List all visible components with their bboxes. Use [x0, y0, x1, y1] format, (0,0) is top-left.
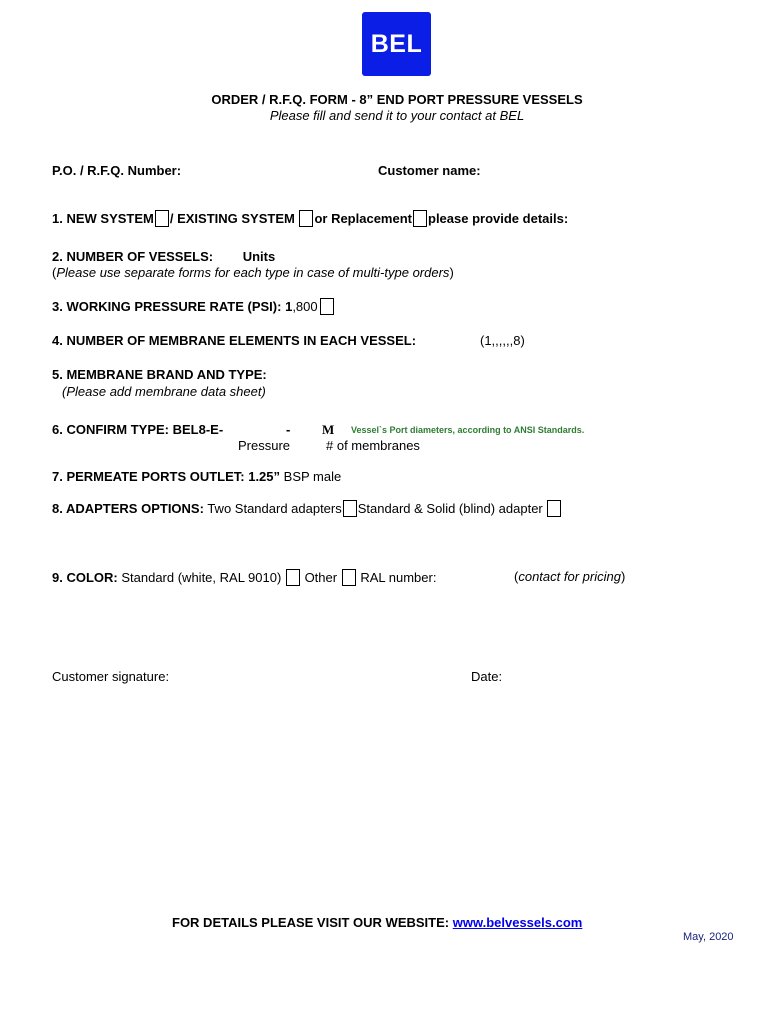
form-subtitle: Please fill and send it to your contact at BEL [269, 108, 525, 123]
color-other-label: Other [304, 570, 338, 585]
adapters-option-blind: Standard & Solid (blind) adapter [357, 501, 543, 516]
vessels-label: 2. NUMBER OF VESSELS: [52, 249, 214, 264]
permeate-label: 7. PERMEATE PORTS OUTLET: 1.25” [52, 469, 281, 484]
vessels-note [52, 265, 454, 280]
item-membrane-brand: 5. MEMBRANE BRAND AND TYPE: [52, 367, 267, 382]
item-system-type [52, 210, 568, 227]
adapters-label: 8. ADAPTERS OPTIONS: [52, 501, 204, 516]
pressure-value: ,800 [292, 299, 318, 314]
provide-details-label: please provide details: [428, 211, 569, 226]
revision-date: May, 2020 [683, 931, 734, 943]
color-label: 9. COLOR: [52, 570, 118, 585]
existing-system-label: / EXISTING SYSTEM [169, 211, 295, 226]
membrane-brand-note: (Please add membrane data sheet) [62, 384, 266, 399]
vessels-note-open: ( [52, 265, 57, 280]
bel-logo [362, 12, 431, 76]
adapters-blind-checkbox[interactable] [547, 500, 561, 517]
adapters-option-standard: Two Standard adapters [207, 501, 342, 516]
website-link[interactable]: www.belvessels.com [452, 915, 583, 930]
date-label: Date: [471, 669, 503, 684]
pricing-note-text: contact for pricing [518, 569, 621, 584]
vessels-note-text: Please use separate forms for each type in case of multi-type orders [56, 265, 450, 280]
item-vessels [52, 249, 275, 264]
logo-text: BEL [370, 29, 423, 58]
replacement-label: or Replacement [314, 211, 412, 226]
ral-number-label: RAL number: [360, 570, 437, 585]
new-system-checkbox[interactable] [155, 210, 169, 227]
type-m: M [322, 422, 335, 437]
footer-text: FOR DETAILS PLEASE VISIT OUR WEBSITE: [172, 915, 450, 930]
color-pricing-note [514, 569, 625, 584]
adapters-standard-checkbox[interactable] [343, 500, 357, 517]
item-color [52, 569, 436, 586]
existing-system-checkbox[interactable] [299, 210, 313, 227]
permeate-value: BSP male [283, 469, 342, 484]
pressure-caption: Pressure [238, 438, 291, 453]
item-confirm-type: 6. CONFIRM TYPE: BEL8-E- [52, 422, 224, 437]
pricing-note-close: ) [620, 569, 626, 584]
pressure-label: 3. WORKING PRESSURE RATE (PSI): [52, 299, 282, 314]
membrane-count-range: (1,,,,,,8) [480, 333, 525, 348]
po-number-label: P.O. / R.F.Q. Number: [52, 163, 182, 178]
type-dash: - [286, 422, 291, 437]
pricing-note-open: ( [514, 569, 519, 584]
customer-name-label: Customer name: [378, 163, 481, 178]
pressure-value-bold: 1 [285, 299, 293, 314]
port-diameter-note: Vessel`s Port diameters, according to ANSI Standards. [351, 425, 585, 435]
item-permeate-ports [52, 469, 341, 484]
footer-line [172, 915, 582, 930]
customer-signature-label: Customer signature: [52, 669, 170, 684]
form-title: ORDER / R.F.Q. FORM - 8” END PORT PRESSURE VESSELS [211, 92, 583, 107]
item-adapters [52, 500, 562, 517]
replacement-checkbox[interactable] [413, 210, 427, 227]
item-membrane-count: 4. NUMBER OF MEMBRANE ELEMENTS IN EACH VESSEL: [52, 333, 417, 348]
membranes-caption: # of membranes [326, 438, 420, 453]
units-label: Units [242, 249, 276, 264]
new-system-label: 1. NEW SYSTEM [52, 211, 154, 226]
color-standard-checkbox[interactable] [286, 569, 300, 586]
pressure-checkbox[interactable] [320, 298, 334, 315]
color-standard-label: Standard (white, RAL 9010) [121, 570, 282, 585]
vessels-note-close: ) [449, 265, 454, 280]
color-other-checkbox[interactable] [342, 569, 356, 586]
item-pressure [52, 298, 335, 315]
